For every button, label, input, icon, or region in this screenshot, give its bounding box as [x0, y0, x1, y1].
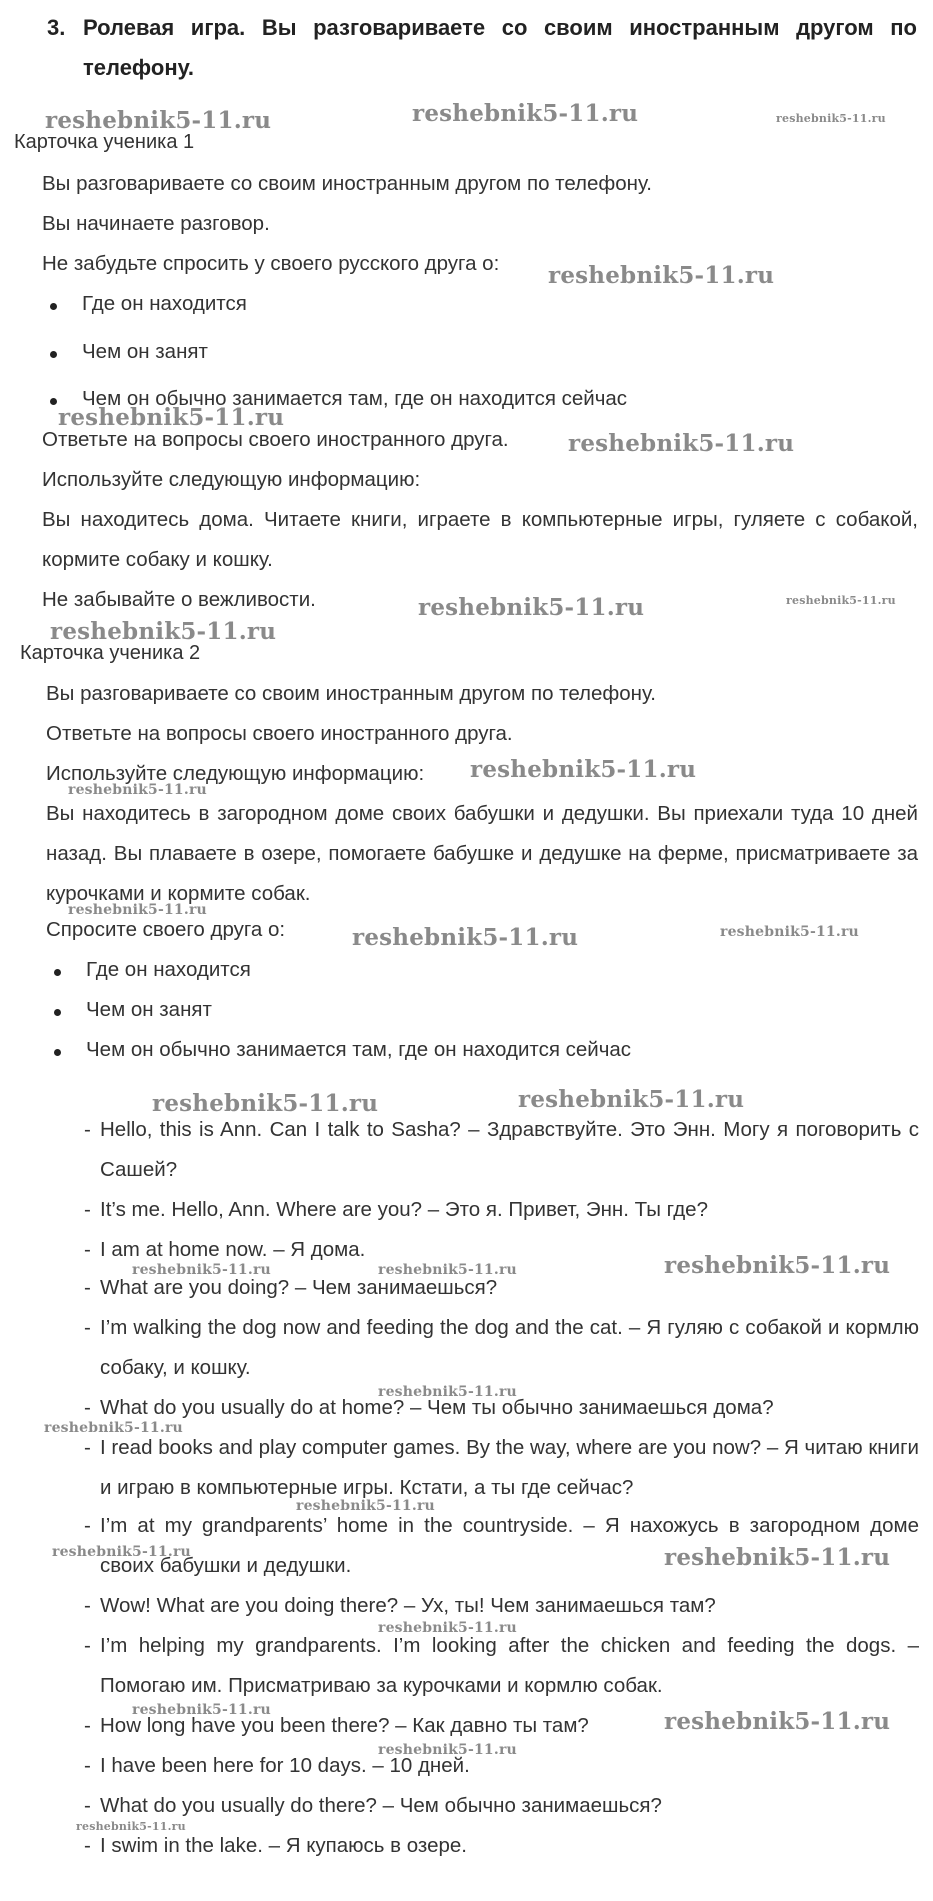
card-2-line: Вы разговариваете со своим иностранным другом по телефону. — [46, 682, 656, 705]
watermark: reshebnik5-11.ru — [296, 1498, 435, 1514]
watermark: reshebnik5-11.ru — [720, 924, 859, 940]
watermark: reshebnik5-11.ru — [68, 782, 207, 798]
watermark: reshebnik5-11.ru — [664, 1708, 891, 1735]
watermark: reshebnik5-11.ru — [786, 594, 896, 607]
watermark: reshebnik5-11.ru — [664, 1252, 891, 1279]
task-title: Ролевая игра. Вы разговариваете со своим иностранным другом по телефону. — [83, 15, 917, 80]
dialogue-line: - I’m helping my grandparents. I’m looking after the chicken and feeding the dogs. – Помогаю им. Присматриваю за курочками и кормлю собак. — [84, 1634, 919, 1697]
card-2-line: Ответьте на вопросы своего иностранного друга. — [46, 722, 513, 745]
card-2-title: Карточка ученика 2 — [20, 642, 201, 664]
watermark: reshebnik5-11.ru — [152, 1090, 379, 1117]
watermark: reshebnik5-11.ru — [132, 1262, 271, 1278]
watermark: reshebnik5-11.ru — [50, 618, 277, 645]
watermark: reshebnik5-11.ru — [58, 404, 285, 431]
watermark: reshebnik5-11.ru — [45, 107, 272, 134]
dialogue-line: - I’m at my grandparents’ home in the countryside. – Я нахожусь в загородном доме своих бабушки и дедушки. — [84, 1514, 919, 1577]
dialogue-line: - Wow! What are you doing there? – Ух, ты! Чем занимаешься там? — [84, 1594, 716, 1617]
bullet-icon — [50, 398, 57, 405]
card-1-info: Вы находитесь дома. Читаете книги, играете в компьютерные игры, гуляете с собакой, кормите собаку и кошку. — [42, 508, 918, 571]
task-number: 3. — [47, 15, 66, 40]
bullet-icon — [54, 969, 61, 976]
card-1-line: Не забудьте спросить у своего русского друга о: — [42, 252, 500, 275]
bullet-icon — [50, 303, 57, 310]
watermark: reshebnik5-11.ru — [378, 1262, 517, 1278]
card-2-info: Вы находитесь в загородном доме своих бабушки и дедушки. Вы приехали туда 10 дней назад. Вы плаваете в озере, помогаете бабушке и дедушке на ферме, присматриваете за курочками и кормите собак. — [46, 802, 918, 905]
task-heading — [47, 8, 917, 88]
dialogue-line: - I am at home now. – Я дома. — [84, 1238, 366, 1261]
page: 3. Ролевая игра. Вы разговариваете со своим иностранным другом по телефону. Карточка ученика 1 Вы разговариваете со своим иностранным другом по телефону. Вы начинаете разговор. Не забудьте спросить у своего русского друга о: Где он находится Чем он занят Чем он обычно занимается там, где он находится сейчас Ответьте на вопросы своего иностранного друга. Используйте следующую информацию: Вы находитесь дома. Читаете книги, играете в компьютерные игры, гуляете с собакой, кормите собаку и кошку. Не забывайте о вежливости. Карточка ученика 2 Вы разговариваете со своим иностранным другом по телефону. Ответьте на вопросы своего иностранного друга. Используйте следующую информацию: Вы находитесь в загородном доме своих бабушки и дедушки. Вы приехали туда 10 дней назад. Вы плаваете в озере, помогаете бабушке и дедушке на ферме, присматриваете за курочками и кормите собак. Спросите своего друга о: Где он находится Чем он занят Чем он обычно занимается там, где он находится сейчас - Hello, this is Ann. Can I talk to Sasha? – Здравствуйте. Это Энн. Могу я поговорить с Сашей? - It’s me. Hello, Ann. Where are you? – Это я. Привет, Энн. Ты где? - I am at home now. – Я дома. - What are you doing? – Чем занимаешься? - I’m walking the dog now and feeding the dog and the cat. – Я гуляю с собакой и кормлю собаку, и кошку. - What do you usually do at home? – Чем ты обычно занимаешься дома? - I read books and play computer games. By the way, where are you now? – Я читаю книги и играю в компьютерные игры. Кстати, а ты где сейчас? - I’m at my grandparents’ home in the countryside. – Я нахожусь в загородном доме своих бабушки и дедушки. - Wow! What are you doing there? – Ух, ты! Чем занимаешься там? - I’m helping my grandparents. I’m looking after the chicken and feeding the dogs. – Помогаю им. Присматриваю за курочками и кормлю собак. - How long have you been there? – Как давно ты там? - I have been here for 10 days. – 10 дней. - What do you usually do there? – Чем обычно занимаешься? - I swim in the lake. – Я купаюсь в озере. reshebnik5-11.ru reshebnik5-11.ru reshebnik5-11.ru reshebnik5-11.ru reshebnik5-11.ru reshebnik5-11.ru reshebnik5-11.ru reshebnik5-11.ru reshebnik5-11.ru reshebnik5-11.ru reshebnik5-11.ru reshebnik5-11.ru reshebnik5-11.ru reshebnik5-11.ru reshebnik5-11.ru reshebnik5-11.ru reshebnik5-11.ru reshebnik5-11.ru reshebnik5-11.ru reshebnik5-11.ru reshebnik5-11.ru reshebnik5-11.ru reshebnik5-11.ru reshebnik5-11.ru reshebnik5-11.ru reshebnik5-11.ru reshebnik5-11.ru reshebnik5-11.ru reshebnik5-11.ru — [0, 0, 933, 1901]
dialogue-line: - I have been here for 10 days. – 10 дней. — [84, 1754, 470, 1777]
watermark: reshebnik5-11.ru — [776, 112, 886, 125]
dialogue-line: - I’m walking the dog now and feeding the dog and the cat. – Я гуляю с собакой и кормлю собаку, и кошку. — [84, 1316, 919, 1379]
dialogue-line: - It’s me. Hello, Ann. Where are you? – Это я. Привет, Энн. Ты где? — [84, 1198, 708, 1221]
dialogue-line: - Hello, this is Ann. Can I talk to Sasha? – Здравствуйте. Это Энн. Могу я поговорить с Сашей? — [84, 1118, 919, 1181]
card-2-line: Используйте следующую информацию: — [46, 762, 425, 785]
dialogue-line: - What do you usually do at home? – Чем ты обычно занимаешься дома? — [84, 1396, 774, 1419]
watermark: reshebnik5-11.ru — [352, 924, 579, 951]
card-1-title: Карточка ученика 1 — [14, 131, 195, 153]
card-1-line: Ответьте на вопросы своего иностранного друга. — [42, 428, 509, 451]
dialogue-line: - I swim in the lake. – Я купаюсь в озере. — [84, 1834, 467, 1857]
dialogue-line: - What are you doing? – Чем занимаешься? — [84, 1276, 498, 1299]
watermark: reshebnik5-11.ru — [470, 756, 697, 783]
watermark: reshebnik5-11.ru — [664, 1544, 891, 1571]
card-1-line: Вы разговариваете со своим иностранным другом по телефону. — [42, 172, 652, 195]
watermark: reshebnik5-11.ru — [518, 1086, 745, 1113]
watermark: reshebnik5-11.ru — [378, 1384, 517, 1400]
card-1-line: Вы начинаете разговор. — [42, 212, 270, 235]
bullet-icon — [50, 351, 57, 358]
card-1-polite: Не забывайте о вежливости. — [42, 588, 316, 611]
watermark: reshebnik5-11.ru — [378, 1620, 517, 1636]
card-1-line: Используйте следующую информацию: — [42, 468, 421, 491]
watermark: reshebnik5-11.ru — [548, 262, 775, 289]
watermark: reshebnik5-11.ru — [76, 1820, 186, 1833]
watermark: reshebnik5-11.ru — [52, 1544, 191, 1560]
bullet-icon — [54, 1009, 61, 1016]
watermark: reshebnik5-11.ru — [412, 100, 639, 127]
bullet-icon — [54, 1049, 61, 1056]
watermark: reshebnik5-11.ru — [378, 1742, 517, 1758]
dialogue-line: - I read books and play computer games. By the way, where are you now? – Я читаю книги и играю в компьютерные игры. Кстати, а ты где сейчас? — [84, 1436, 919, 1499]
watermark: reshebnik5-11.ru — [68, 902, 207, 918]
card-2-ask: Спросите своего друга о: — [46, 918, 286, 941]
watermark: reshebnik5-11.ru — [132, 1702, 271, 1718]
dialogue-line: - What do you usually do there? – Чем обычно занимаешься? — [84, 1794, 662, 1817]
watermark: reshebnik5-11.ru — [44, 1420, 183, 1436]
watermark: reshebnik5-11.ru — [418, 594, 645, 621]
watermark: reshebnik5-11.ru — [568, 430, 795, 457]
dialogue-line: - How long have you been there? – Как давно ты там? — [84, 1714, 589, 1737]
